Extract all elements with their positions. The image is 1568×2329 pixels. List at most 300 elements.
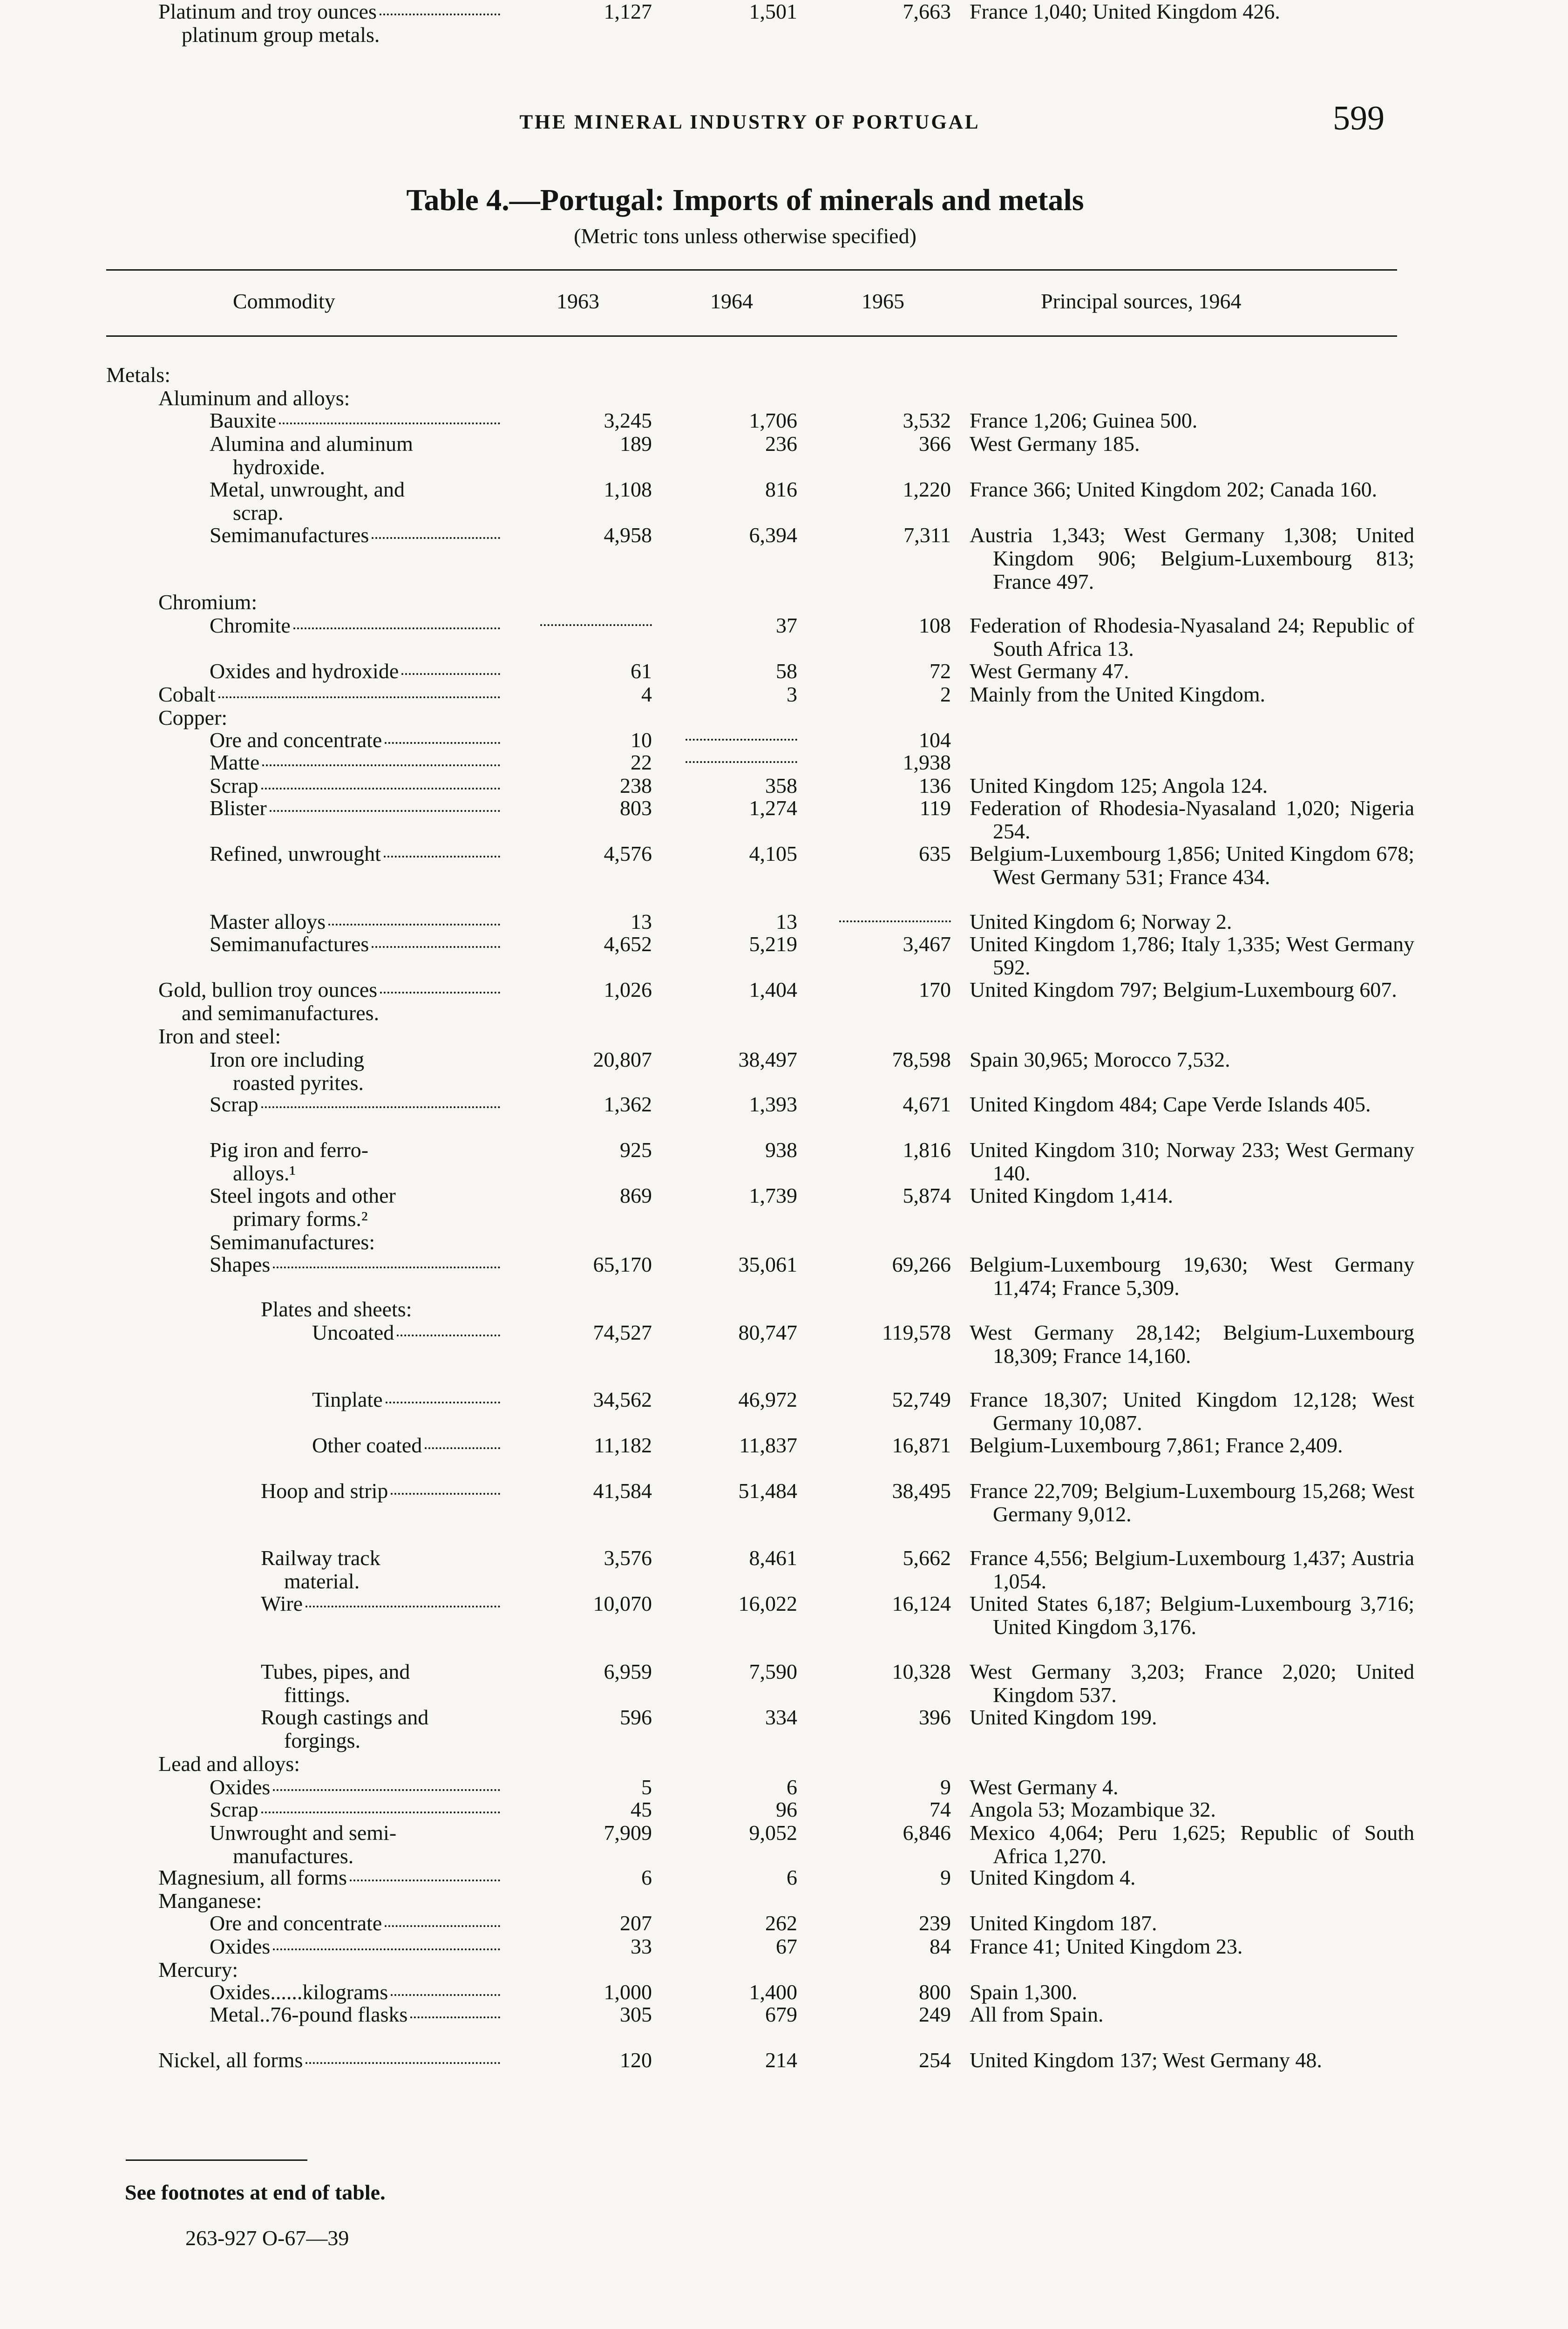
commodity-cell (210, 1048, 364, 1095)
commodity-label: Cobalt (158, 682, 216, 706)
commodity-cell (210, 1138, 368, 1185)
principal-sources: France 366; United Kingdom 202; Canada 160. (970, 477, 1378, 501)
commodity-label: Ore and concentrate (210, 728, 382, 752)
commodity-label: Aluminum and alloys: (158, 386, 350, 410)
commodity-cell (210, 1776, 500, 1799)
value-1965: 249 (919, 2002, 951, 2026)
dot-leader (425, 1447, 500, 1449)
principal-sources: United Kingdom 125; Angola 124. (970, 774, 1268, 797)
value-1964: 334 (765, 1705, 797, 1729)
col-header-1964: 1964 (710, 289, 753, 313)
dot-leader (273, 1948, 500, 1950)
value-1963: 4,958 (604, 523, 652, 547)
value-1964: 7,590 (749, 1660, 797, 1683)
commodity-label: Railway track (261, 1546, 380, 1570)
commodity-label: Shapes (210, 1253, 271, 1276)
value-1964: 816 (765, 477, 797, 501)
commodity-cell (210, 432, 413, 479)
commodity-cell (312, 1321, 500, 1344)
commodity-label: Copper: (158, 706, 228, 729)
value-1965: 2 (940, 682, 951, 706)
value-1965: 9 (940, 1775, 951, 1799)
value-1965: 6,846 (903, 1821, 951, 1845)
value-1965: 7,311 (903, 523, 951, 547)
value-1965: 52,749 (892, 1388, 951, 1411)
commodity-label: Scrap (210, 774, 258, 797)
commodity-cell (158, 2049, 500, 2072)
commodity-cell (210, 1093, 500, 1116)
dot-leader (384, 856, 500, 858)
value-1963: 305 (620, 2002, 652, 2026)
value-1963: 4 (641, 682, 652, 706)
value-1965: 119,578 (882, 1321, 951, 1344)
commodity-label: Tubes, pipes, and (261, 1660, 410, 1683)
value-1965: 108 (919, 613, 951, 637)
commodity-cell (158, 1866, 500, 1889)
principal-sources: United Kingdom 199. (970, 1705, 1157, 1729)
commodity-label: hydroxide. (233, 455, 326, 479)
commodity-cell (210, 910, 500, 933)
principal-sources: United Kingdom 797; Belgium-Luxembourg 607. (970, 978, 1397, 1001)
commodity-cell (210, 1981, 500, 2004)
value-1963: 1,108 (604, 477, 652, 501)
commodity-label: scrap. (233, 501, 284, 524)
value-1964: 67 (776, 1934, 797, 1958)
commodity-cell (210, 842, 500, 865)
principal-sources: France 22,709; Belgium-Luxembourg 15,268; West Germany 9,012. (970, 1479, 1414, 1526)
value-1963: 6,959 (604, 1660, 652, 1683)
commodity-cell (261, 1479, 500, 1503)
value-1964: 38,497 (738, 1048, 797, 1071)
principal-sources: United Kingdom 484; Cape Verde Islands 405. (970, 1092, 1371, 1116)
commodity-label: Uncoated (312, 1321, 394, 1344)
value-1963: 120 (620, 2048, 652, 2072)
commodity-label: Pig iron and ferro- (210, 1138, 369, 1162)
dot-leader (386, 1402, 500, 1403)
commodity-label: Blister (210, 796, 267, 820)
value-1964: 11,837 (739, 1433, 797, 1457)
value-1964: 5,219 (749, 932, 797, 956)
table-header-rule (106, 335, 1397, 337)
value-1965: 9 (940, 1866, 951, 1889)
value-1963: 4,652 (604, 932, 652, 956)
commodity-cell (261, 1706, 428, 1752)
no-data-dash (686, 739, 797, 741)
commodity-label: Hoop and strip (261, 1479, 388, 1503)
principal-sources: West Germany 47. (970, 659, 1129, 683)
dot-leader (385, 742, 500, 744)
value-1964: 9,052 (749, 1821, 797, 1845)
value-1965: 16,871 (892, 1433, 951, 1457)
value-1964: 236 (765, 432, 797, 456)
dot-leader (273, 1267, 500, 1268)
principal-sources: Angola 53; Mozambique 32. (970, 1798, 1216, 1821)
commodity-label: Nickel, all forms (158, 2048, 303, 2072)
commodity-label: Chromium: (158, 590, 258, 614)
value-1963: 5 (641, 1775, 652, 1799)
commodity-cell (261, 1592, 500, 1615)
table-title: Table 4.—Portugal: Imports of minerals and metals (406, 183, 1084, 217)
value-1964: 358 (765, 774, 797, 797)
principal-sources: Austria 1,343; West Germany 1,308; United Kingdom 906; Belgium-Luxembourg 813; France 497. (970, 523, 1414, 593)
commodity-label: Tinplate (312, 1388, 383, 1411)
commodity-cell (210, 1798, 500, 1821)
page-number: 599 (1333, 99, 1385, 137)
value-1964: 1,274 (749, 796, 797, 820)
commodity-cell (210, 1253, 500, 1276)
value-1964: 6 (787, 1775, 797, 1799)
value-1965: 3,467 (903, 932, 951, 956)
value-1965: 72 (930, 659, 951, 683)
value-1964 (686, 729, 797, 752)
principal-sources: Spain 1,300. (970, 1980, 1078, 2004)
commodity-label: Metals: (106, 363, 170, 387)
dot-leader (261, 1811, 500, 1813)
value-1965: 78,598 (892, 1048, 951, 1071)
principal-sources: United Kingdom 4. (970, 1866, 1136, 1889)
commodity-cell (210, 409, 500, 432)
principal-sources: United Kingdom 6; Norway 2. (970, 910, 1232, 933)
commodity-cell (158, 0, 500, 47)
value-1964: 96 (776, 1798, 797, 1821)
value-1964: 13 (776, 910, 797, 933)
commodity-label: Semimanufactures (210, 523, 369, 547)
principal-sources: Belgium-Luxembourg 19,630; West Germany 11,474; France 5,309. (970, 1253, 1414, 1300)
value-1963: 41,584 (593, 1479, 652, 1503)
value-1963: 11,182 (594, 1433, 652, 1457)
col-header-1963: 1963 (557, 289, 599, 313)
commodity-label: Matte (210, 750, 260, 774)
value-1963: 45 (631, 1798, 652, 1821)
commodity-cell (158, 1958, 238, 1982)
value-1965: 136 (919, 774, 951, 797)
value-1964: 8,461 (749, 1546, 797, 1570)
principal-sources: West Germany 185. (970, 432, 1140, 456)
commodity-cell (158, 1752, 300, 1776)
commodity-label: Refined, unwrought (210, 842, 381, 865)
commodity-label: manufactures. (233, 1844, 354, 1868)
value-1964: 214 (765, 2048, 797, 2072)
dot-leader (305, 2062, 500, 2064)
commodity-label: Plates and sheets: (261, 1297, 412, 1321)
commodity-label: Magnesium, all forms (158, 1866, 347, 1889)
value-1963: 3,245 (604, 409, 652, 432)
commodity-cell (312, 1388, 500, 1411)
commodity-cell (158, 387, 350, 410)
commodity-label: Rough castings and (261, 1705, 429, 1729)
dot-leader (328, 924, 500, 926)
value-1963: 1,000 (604, 1980, 652, 2004)
commodity-label: Oxides (210, 1775, 271, 1799)
principal-sources: Mexico 4,064; Peru 1,625; Republic of South Africa 1,270. (970, 1821, 1414, 1868)
commodity-cell (210, 1935, 500, 1958)
dot-leader (350, 1880, 500, 1881)
commodity-label: Wire (261, 1592, 303, 1615)
value-1964: 938 (765, 1138, 797, 1162)
value-1963: 34,562 (593, 1388, 652, 1411)
value-1963: 61 (631, 659, 652, 683)
commodity-label: Bauxite (210, 409, 277, 432)
value-1964: 4,105 (749, 842, 797, 865)
value-1963 (540, 614, 652, 637)
value-1964: 16,022 (738, 1592, 797, 1615)
principal-sources: United Kingdom 310; Norway 233; West Germany 140. (970, 1138, 1414, 1185)
value-1964: 262 (765, 1911, 797, 1935)
dot-leader (380, 14, 500, 15)
principal-sources: Federation of Rhodesia-Nyasaland 24; Republic of South Africa 13. (970, 613, 1414, 661)
footnote-reference: See footnotes at end of table. (125, 2180, 386, 2204)
commodity-cell (158, 978, 500, 1025)
value-1964: 6,394 (749, 523, 797, 547)
commodity-cell (210, 797, 500, 820)
commodity-label: Steel ingots and other (210, 1184, 396, 1207)
value-1965: 69,266 (892, 1253, 951, 1276)
principal-sources: Spain 30,965; Morocco 7,532. (970, 1048, 1230, 1071)
value-1963: 33 (631, 1934, 652, 1958)
commodity-label: Scrap (210, 1798, 258, 1821)
dot-leader (218, 696, 500, 698)
dot-leader (305, 1606, 500, 1607)
commodity-label: forgings. (284, 1729, 360, 1752)
commodity-label: Manganese: (158, 1889, 262, 1913)
principal-sources: France 4,556; Belgium-Luxembourg 1,437; Austria 1,054. (970, 1546, 1414, 1593)
commodity-label: material. (284, 1569, 360, 1593)
commodity-cell (210, 614, 500, 637)
commodity-cell (158, 1025, 281, 1048)
commodity-label: fittings. (284, 1683, 350, 1707)
principal-sources: Federation of Rhodesia-Nyasaland 1,020; Nigeria 254. (970, 796, 1414, 843)
value-1965: 5,874 (903, 1184, 951, 1207)
running-header: THE MINERAL INDUSTRY OF PORTUGAL (519, 111, 980, 133)
commodity-label: Ore and concentrate (210, 1911, 382, 1935)
principal-sources: United States 6,187; Belgium-Luxembourg 3,716; United Kingdom 3,176. (970, 1592, 1414, 1639)
value-1963: 189 (620, 432, 652, 456)
commodity-cell (158, 683, 500, 706)
dot-leader (372, 946, 500, 948)
value-1965: 3,532 (903, 409, 951, 432)
dot-leader (380, 992, 500, 994)
value-1965: 5,662 (903, 1546, 951, 1570)
col-header-commodity: Commodity (233, 289, 335, 313)
commodity-label: Metal..76-pound flasks (210, 2002, 408, 2026)
value-1964: 1,404 (749, 978, 797, 1001)
principal-sources: United Kingdom 1,414. (970, 1184, 1173, 1207)
value-1963: 1,362 (604, 1092, 652, 1116)
footnote-rule (126, 2159, 307, 2161)
commodity-label: and semimanufactures. (182, 1001, 380, 1025)
commodity-label: Other coated (312, 1433, 422, 1457)
value-1965: 16,124 (892, 1592, 951, 1615)
dot-leader (273, 1789, 500, 1791)
principal-sources: West Germany 3,203; France 2,020; United Kingdom 537. (970, 1660, 1414, 1707)
value-1964: 46,972 (738, 1388, 797, 1411)
commodity-cell (158, 1889, 262, 1913)
value-1965: 84 (930, 1934, 951, 1958)
principal-sources: France 1,040; United Kingdom 426. (970, 0, 1280, 23)
dot-leader (391, 1493, 500, 1495)
commodity-cell (261, 1660, 410, 1707)
commodity-label: Oxides......kilograms (210, 1980, 388, 2004)
value-1965: 800 (919, 1980, 951, 2004)
commodity-cell (210, 524, 500, 547)
value-1964: 1,501 (749, 0, 797, 23)
commodity-cell (210, 1184, 396, 1231)
value-1963: 7,909 (604, 1821, 652, 1845)
commodity-label: primary forms.² (233, 1207, 368, 1231)
commodity-label: Gold, bullion troy ounces (158, 978, 378, 1001)
commodity-label: Semimanufactures: (210, 1230, 375, 1254)
dot-leader (385, 1925, 500, 1927)
principal-sources: Belgium-Luxembourg 7,861; France 2,409. (970, 1433, 1343, 1457)
value-1965: 7,663 (903, 0, 951, 23)
value-1965: 239 (919, 1911, 951, 1935)
dot-leader (262, 764, 500, 766)
commodity-cell (210, 1912, 500, 1935)
value-1964 (686, 751, 797, 774)
value-1965: 1,938 (903, 750, 951, 774)
value-1963: 6 (641, 1866, 652, 1889)
dot-leader (397, 1335, 500, 1336)
commodity-label: Oxides (210, 1934, 271, 1958)
commodity-label: Mercury: (158, 1958, 238, 1982)
commodity-cell (312, 1434, 500, 1457)
value-1965: 4,671 (903, 1092, 951, 1116)
value-1965: 1,816 (903, 1138, 951, 1162)
commodity-label: roasted pyrites. (233, 1071, 364, 1095)
value-1964: 1,400 (749, 1980, 797, 2004)
commodity-label: Semimanufactures (210, 932, 369, 956)
commodity-cell (261, 1546, 380, 1593)
commodity-cell (106, 363, 170, 387)
commodity-cell (210, 1821, 396, 1868)
commodity-label: Lead and alloys: (158, 1752, 300, 1776)
commodity-label: Iron and steel: (158, 1024, 281, 1048)
principal-sources: France 41; United Kingdom 23. (970, 1934, 1243, 1958)
principal-sources: France 18,307; United Kingdom 12,128; West Germany 10,087. (970, 1388, 1414, 1435)
value-1963: 207 (620, 1911, 652, 1935)
no-data-dash (686, 761, 797, 763)
principal-sources: All from Spain. (970, 2002, 1104, 2026)
dot-leader (279, 422, 500, 424)
commodity-cell (210, 660, 500, 683)
value-1963: 65,170 (593, 1253, 652, 1276)
principal-sources: France 1,206; Guinea 500. (970, 409, 1198, 432)
value-1964: 3 (787, 682, 797, 706)
dot-leader (293, 627, 500, 629)
value-1963: 10,070 (593, 1592, 652, 1615)
value-1965: 104 (919, 728, 951, 752)
commodity-label: Oxides and hydroxide (210, 659, 399, 683)
commodity-cell (158, 591, 257, 614)
value-1964: 679 (765, 2002, 797, 2026)
value-1964: 80,747 (738, 1321, 797, 1344)
commodity-label: Scrap (210, 1092, 258, 1116)
value-1964: 35,061 (738, 1253, 797, 1276)
dot-leader (270, 810, 500, 812)
value-1963: 13 (631, 910, 652, 933)
commodity-label: platinum group metals. (182, 23, 380, 47)
value-1963: 238 (620, 774, 652, 797)
commodity-label: Alumina and aluminum (210, 432, 413, 456)
commodity-cell (210, 774, 500, 797)
value-1965: 119 (919, 796, 951, 820)
commodity-cell (210, 729, 500, 752)
principal-sources: Belgium-Luxembourg 1,856; United Kingdom 678; West Germany 531; France 434. (970, 842, 1414, 889)
table-subtitle: (Metric tons unless otherwise specified) (574, 224, 916, 248)
value-1964: 1,706 (749, 409, 797, 432)
dot-leader (372, 537, 500, 539)
commodity-cell (261, 1298, 412, 1321)
col-header-1965: 1965 (862, 289, 904, 313)
principal-sources: United Kingdom 187. (970, 1911, 1157, 1935)
commodity-cell (210, 2003, 500, 2026)
value-1965: 396 (919, 1705, 951, 1729)
principal-sources: United Kingdom 137; West Germany 48. (970, 2048, 1322, 2072)
value-1965: 74 (930, 1798, 951, 1821)
value-1963: 925 (620, 1138, 652, 1162)
value-1963: 1,026 (604, 978, 652, 1001)
value-1965: 38,495 (892, 1479, 951, 1503)
commodity-label: Metal, unwrought, and (210, 477, 405, 501)
dot-leader (261, 1106, 500, 1108)
commodity-label: Platinum and troy ounces (158, 0, 377, 23)
commodity-label: alloys.¹ (233, 1161, 296, 1185)
value-1963: 74,527 (593, 1321, 652, 1344)
dot-leader (401, 673, 500, 675)
principal-sources: Mainly from the United Kingdom. (970, 682, 1265, 706)
value-1965: 10,328 (892, 1660, 951, 1683)
principal-sources: West Germany 4. (970, 1775, 1119, 1799)
commodity-cell (210, 1231, 375, 1254)
value-1963: 22 (631, 750, 652, 774)
value-1963: 10 (631, 728, 652, 752)
print-code: 263-927 O-67—39 (185, 2226, 349, 2250)
commodity-label: Chromite (210, 613, 291, 637)
dot-leader (391, 1994, 500, 1996)
value-1965: 1,220 (903, 477, 951, 501)
value-1963: 20,807 (593, 1048, 652, 1071)
value-1963: 1,127 (604, 0, 652, 23)
value-1964: 51,484 (738, 1479, 797, 1503)
principal-sources: United Kingdom 1,786; Italy 1,335; West Germany 592. (970, 932, 1414, 979)
commodity-cell (158, 706, 227, 729)
value-1964: 58 (776, 659, 797, 683)
value-1965: 635 (919, 842, 951, 865)
col-header-principal-sources: Principal sources, 1964 (1041, 289, 1242, 313)
no-data-dash (839, 920, 951, 922)
value-1963: 869 (620, 1184, 652, 1207)
value-1963: 3,576 (604, 1546, 652, 1570)
commodity-cell (210, 933, 500, 956)
value-1963: 803 (620, 796, 652, 820)
table-top-rule (106, 269, 1397, 271)
no-data-dash (540, 624, 652, 626)
value-1964: 1,739 (749, 1184, 797, 1207)
value-1965: 170 (919, 978, 951, 1001)
value-1964: 1,393 (749, 1092, 797, 1116)
value-1965: 254 (919, 2048, 951, 2072)
dot-leader (410, 2016, 500, 2018)
commodity-label: Master alloys (210, 910, 326, 933)
value-1963: 596 (620, 1705, 652, 1729)
commodity-cell (210, 751, 500, 774)
commodity-label: Iron ore including (210, 1048, 365, 1071)
commodity-label: Unwrought and semi- (210, 1821, 397, 1845)
value-1965: 366 (919, 432, 951, 456)
dot-leader (261, 788, 500, 790)
value-1964: 6 (787, 1866, 797, 1889)
commodity-cell (210, 478, 405, 524)
